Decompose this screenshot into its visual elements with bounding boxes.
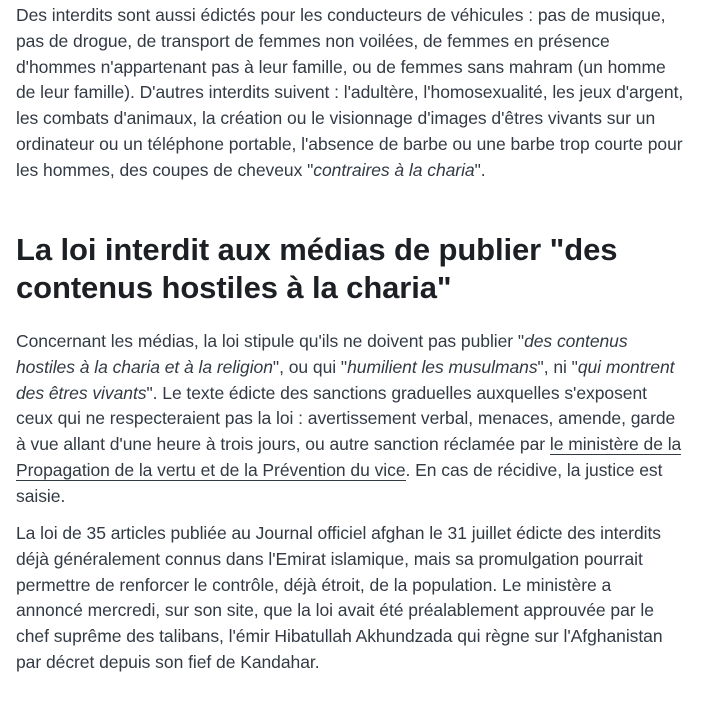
paragraph-text: ", ni " — [537, 356, 578, 377]
ministry-link[interactable]: le ministère de la Propagation de la vertu et de la Prévention du vice — [16, 434, 682, 480]
article-body — [16, 0, 688, 672]
section-heading: La loi interdit aux médias de publier "des contenus hostiles à la charia" — [16, 232, 618, 305]
paragraph-text: ", ou qui " — [272, 356, 348, 377]
paragraph-law-publication: La loi de 35 articles publiée au Journal officiel afghan le 31 juillet édicte des interdits déjà généralement connus dans l'Emirat islamique, mais sa promulgation pourrait permettre de renforcer le contrôle, déjà étroit, de la population. Le ministère a annoncé mercredi, sur son site, que la loi avait été préalablement approuvée par le chef suprême des talibans, l'émir Hibatullah Akhundzada qui règne sur l'Afghanistan par décret depuis son fief de Kandahar. — [16, 523, 663, 672]
paragraph-media-rules — [16, 329, 688, 510]
paragraph-text: ". — [474, 159, 486, 180]
paragraph-text: Des interdits sont aussi édictés pour les conducteurs de véhicules : pas de musique, pas de drogue, de transport de femmes non voilées, de femmes en présence d'hommes n'appartenant pas à leur famille, ou de femmes sans mahram (un homme de leur famille). D'autres interdits suivent : l'adultère, l'homosexualité, les jeux d'argent, les combats d'animaux, la création ou le visionnage d'images d'êtres vivants sur un ordinateur ou un téléphone portable, l'absence de barbe ou une barbe trop courte pour les hommes, des coupes de cheveux " — [16, 5, 684, 180]
paragraph-text: . En cas de récidive, la justice est saisie. — [16, 459, 663, 506]
paragraph-text: Concernant les médias, la loi stipule qu'ils ne doivent pas publier " — [16, 331, 525, 351]
quote-italic: des contenus hostiles à la charia et à la religion — [16, 331, 628, 377]
quote-italic: contraires à la charia — [313, 159, 475, 180]
paragraph-vehicle-bans — [16, 3, 688, 184]
quote-italic: humilient les musulmans — [347, 356, 538, 377]
paragraph-text: ". Le texte édicte des sanctions graduelles auxquelles s'exposent ceux qui ne respecteraient pas la loi : avertissement verbal, menaces, amende, garde à vue allant d'une heure à trois jours, ou autre sanction réclamée par — [16, 382, 676, 455]
quote-italic: qui montrent des êtres vivants — [16, 356, 675, 403]
